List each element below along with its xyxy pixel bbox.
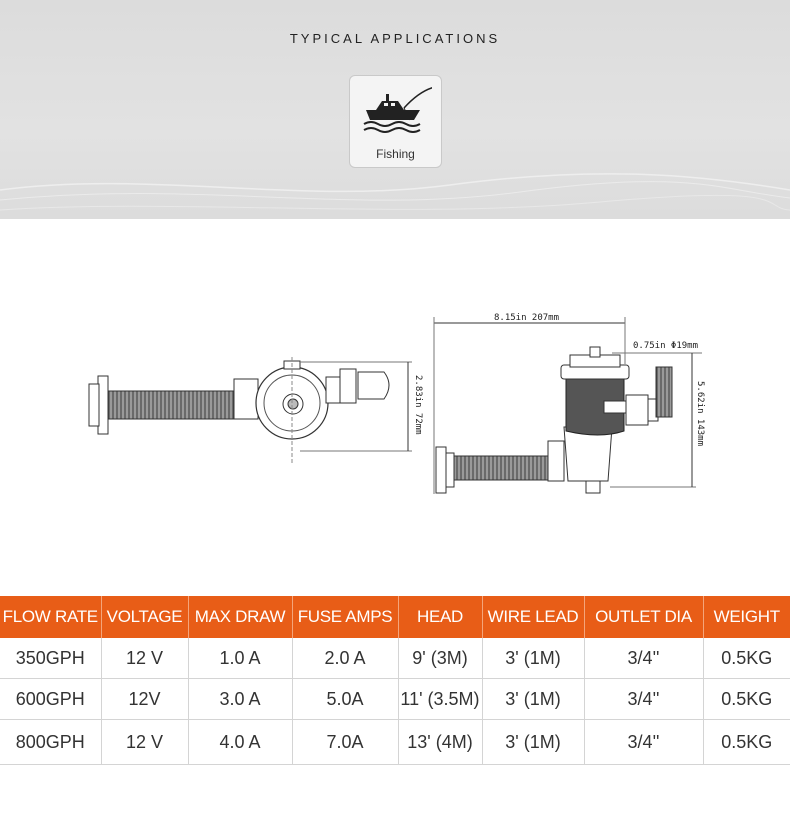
table-cell: 4.0 A xyxy=(188,720,292,765)
table-cell: 3.0 A xyxy=(188,679,292,720)
pump-technical-drawing xyxy=(0,219,790,596)
table-cell: 3' (1M) xyxy=(482,638,584,679)
table-cell: 800GPH xyxy=(0,720,101,765)
side-height-label: 2.83in 72mm xyxy=(413,375,423,435)
front-height-label: 5.62in 143mm xyxy=(695,381,705,447)
header-weight: WEIGHT xyxy=(703,596,790,638)
table-cell: 0.5KG xyxy=(703,720,790,765)
length-label: 8.15in 207mm xyxy=(494,313,560,323)
applications-heading: TYPICAL APPLICATIONS xyxy=(289,31,501,46)
header-outlet-dia: OUTLET DIA xyxy=(584,596,703,638)
table-cell: 9' (3M) xyxy=(398,638,482,679)
table-cell: 5.0A xyxy=(292,679,398,720)
table-cell: 2.0 A xyxy=(292,638,398,679)
table-cell: 11' (3.5M) xyxy=(398,679,482,720)
table-cell: 350GPH xyxy=(0,638,101,679)
table-row xyxy=(0,720,790,765)
header-voltage: VOLTAGE xyxy=(101,596,188,638)
application-card-fishing xyxy=(349,75,442,168)
table-cell: 3' (1M) xyxy=(482,679,584,720)
table-cell: 12V xyxy=(101,679,188,720)
pump-side-view xyxy=(89,357,423,463)
table-row xyxy=(0,638,790,679)
header-head: HEAD xyxy=(398,596,482,638)
applications-band xyxy=(0,0,790,219)
application-label-fishing: Fishing xyxy=(376,147,415,161)
header-max-draw: MAX DRAW xyxy=(188,596,292,638)
table-cell: 3/4'' xyxy=(584,679,703,720)
table-row xyxy=(0,679,790,720)
table-cell: 13' (4M) xyxy=(398,720,482,765)
outlet-label: 0.75in Φ19mm xyxy=(633,341,699,351)
table-cell: 3/4'' xyxy=(584,638,703,679)
specifications-table xyxy=(0,596,790,765)
table-cell: 3/4'' xyxy=(584,720,703,765)
header-wire-lead: WIRE LEAD xyxy=(482,596,584,638)
table-cell: 0.5KG xyxy=(703,679,790,720)
table-cell: 12 V xyxy=(101,638,188,679)
table-cell: 3' (1M) xyxy=(482,720,584,765)
fishing-boat-icon xyxy=(360,84,432,140)
table-cell: 12 V xyxy=(101,720,188,765)
table-cell: 7.0A xyxy=(292,720,398,765)
header-fuse-amps: FUSE AMPS xyxy=(292,596,398,638)
pump-front-view xyxy=(434,313,705,494)
table-cell: 1.0 A xyxy=(188,638,292,679)
table-cell: 600GPH xyxy=(0,679,101,720)
table-header-row xyxy=(0,596,790,638)
table-cell: 0.5KG xyxy=(703,638,790,679)
header-flow-rate: FLOW RATE xyxy=(0,596,101,638)
